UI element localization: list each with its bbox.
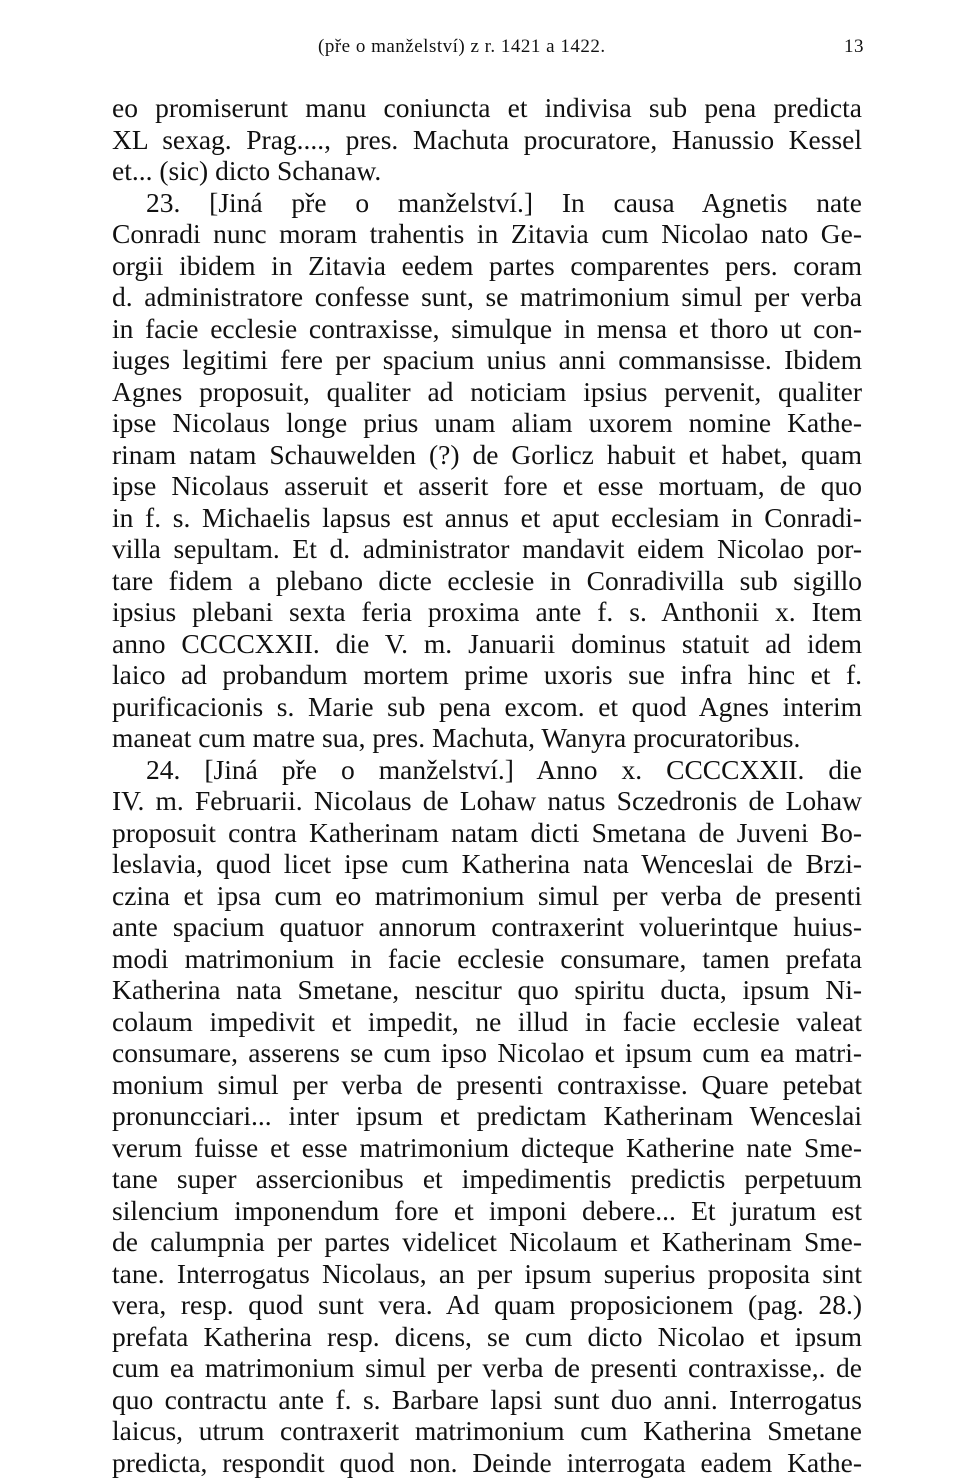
text-line: silencium imponendum fore et imponi debere... Et juratum est xyxy=(112,1195,862,1227)
text-line: predicta, respondit quod non. Deinde interrogata eadem Kathe- xyxy=(112,1447,862,1478)
text-line: 23. [Jiná pře o manželství.] In causa Agnetis nate xyxy=(112,187,862,219)
text-line: modi matrimonium in facie ecclesie consumare, tamen prefata xyxy=(112,943,862,975)
page-number: 13 xyxy=(844,36,864,58)
text-line: laico ad probandum mortem prime uxoris sue infra hinc et f. xyxy=(112,659,862,691)
text-line: d. administratore confesse sunt, se matrimonium simul per verba xyxy=(112,281,862,313)
text-line: XL sexag. Prag...., pres. Machuta procuratore, Hanussio Kessel xyxy=(112,124,862,156)
text-line: tane. Interrogatus Nicolaus, an per ipsum superius proposita sint xyxy=(112,1258,862,1290)
text-line: czina et ipsa cum eo matrimonium simul per verba de presenti xyxy=(112,880,862,912)
text-line: ante spacium quatuor annorum contraxerint voluerintque huius- xyxy=(112,911,862,943)
text-line: Conradi nunc moram trahentis in Zitavia cum Nicolao nato Ge- xyxy=(112,218,862,250)
text-line: in facie ecclesie contraxisse, simulque in mensa et thoro ut con- xyxy=(112,313,862,345)
text-line: de calumpnia per partes videlicet Nicolaum et Katherinam Sme- xyxy=(112,1226,862,1258)
text-line: eo promiserunt manu coniuncta et indivisa sub pena predicta xyxy=(112,92,862,124)
text-line: tane super assercionibus et impedimentis predictis perpetuum xyxy=(112,1163,862,1195)
body-text xyxy=(112,92,862,1478)
text-line: consumare, asserens se cum ipso Nicolao et ipsum cum ea matri- xyxy=(112,1037,862,1069)
text-line: laicus, utrum contraxerit matrimonium cum Katherina Smetane xyxy=(112,1415,862,1447)
text-line: cum ea matrimonium simul per verba de presenti contraxisse,. de xyxy=(112,1352,862,1384)
text-line: maneat cum matre sua, pres. Machuta, Wanyra procuratoribus. xyxy=(112,722,862,754)
text-line: proposuit contra Katherinam natam dicti Smetana de Juveni Bo- xyxy=(112,817,862,849)
text-line: leslavia, quod licet ipse cum Katherina nata Wenceslai de Brzi- xyxy=(112,848,862,880)
text-line: orgii ibidem in Zitavia eedem partes comparentes pers. coram xyxy=(112,250,862,282)
text-line: verum fuisse et esse matrimonium dicteque Katherine nate Sme- xyxy=(112,1132,862,1164)
text-line: ipse Nicolaus asseruit et asserit fore et esse mortuam, de quo xyxy=(112,470,862,502)
text-line: pronuncciari... inter ipsum et predictam Katherinam Wenceslai xyxy=(112,1100,862,1132)
text-line: tare fidem a plebano dicte ecclesie in Conradivilla sub sigillo xyxy=(112,565,862,597)
page-header xyxy=(0,36,960,66)
running-title: (pře o manželství) z r. 1421 a 1422. xyxy=(318,36,606,58)
text-line: anno CCCCXXII. die V. m. Januarii dominus statuit ad idem xyxy=(112,628,862,660)
text-line: Agnes proposuit, qualiter ad noticiam ipsius pervenit, qualiter xyxy=(112,376,862,408)
text-line: iuges legitimi fere per spacium unius anni commansisse. Ibidem xyxy=(112,344,862,376)
text-line: ipsius plebani sexta feria proxima ante f. s. Anthonii x. Item xyxy=(112,596,862,628)
text-line: vera, resp. quod sunt vera. Ad quam proposicionem (pag. 28.) xyxy=(112,1289,862,1321)
text-line: in f. s. Michaelis lapsus est annus et aput ecclesiam in Conradi- xyxy=(112,502,862,534)
text-line: prefata Katherina resp. dicens, se cum dicto Nicolao et ipsum xyxy=(112,1321,862,1353)
text-line: colaum impedivit et impedit, ne illud in facie ecclesie valeat xyxy=(112,1006,862,1038)
text-line: et... (sic) dicto Schanaw. xyxy=(112,155,862,187)
text-line: purificacionis s. Marie sub pena excom. et quod Agnes interim xyxy=(112,691,862,723)
text-line: IV. m. Februarii. Nicolaus de Lohaw natus Sczedronis de Lohaw xyxy=(112,785,862,817)
text-line: ipse Nicolaus longe prius unam aliam uxorem nomine Kathe- xyxy=(112,407,862,439)
text-line: monium simul per verba de presenti contraxisse. Quare petebat xyxy=(112,1069,862,1101)
text-line: rinam natam Schauwelden (?) de Gorlicz habuit et habet, quam xyxy=(112,439,862,471)
text-line: quo contractu ante f. s. Barbare lapsi sunt duo anni. Interrogatus xyxy=(112,1384,862,1416)
text-line: villa sepultam. Et d. administrator mandavit eidem Nicolao por- xyxy=(112,533,862,565)
text-line: 24. [Jiná pře o manželství.] Anno x. CCCCXXII. die xyxy=(112,754,862,786)
text-line: Katherina nata Smetane, nescitur quo spiritu ducta, ipsum Ni- xyxy=(112,974,862,1006)
